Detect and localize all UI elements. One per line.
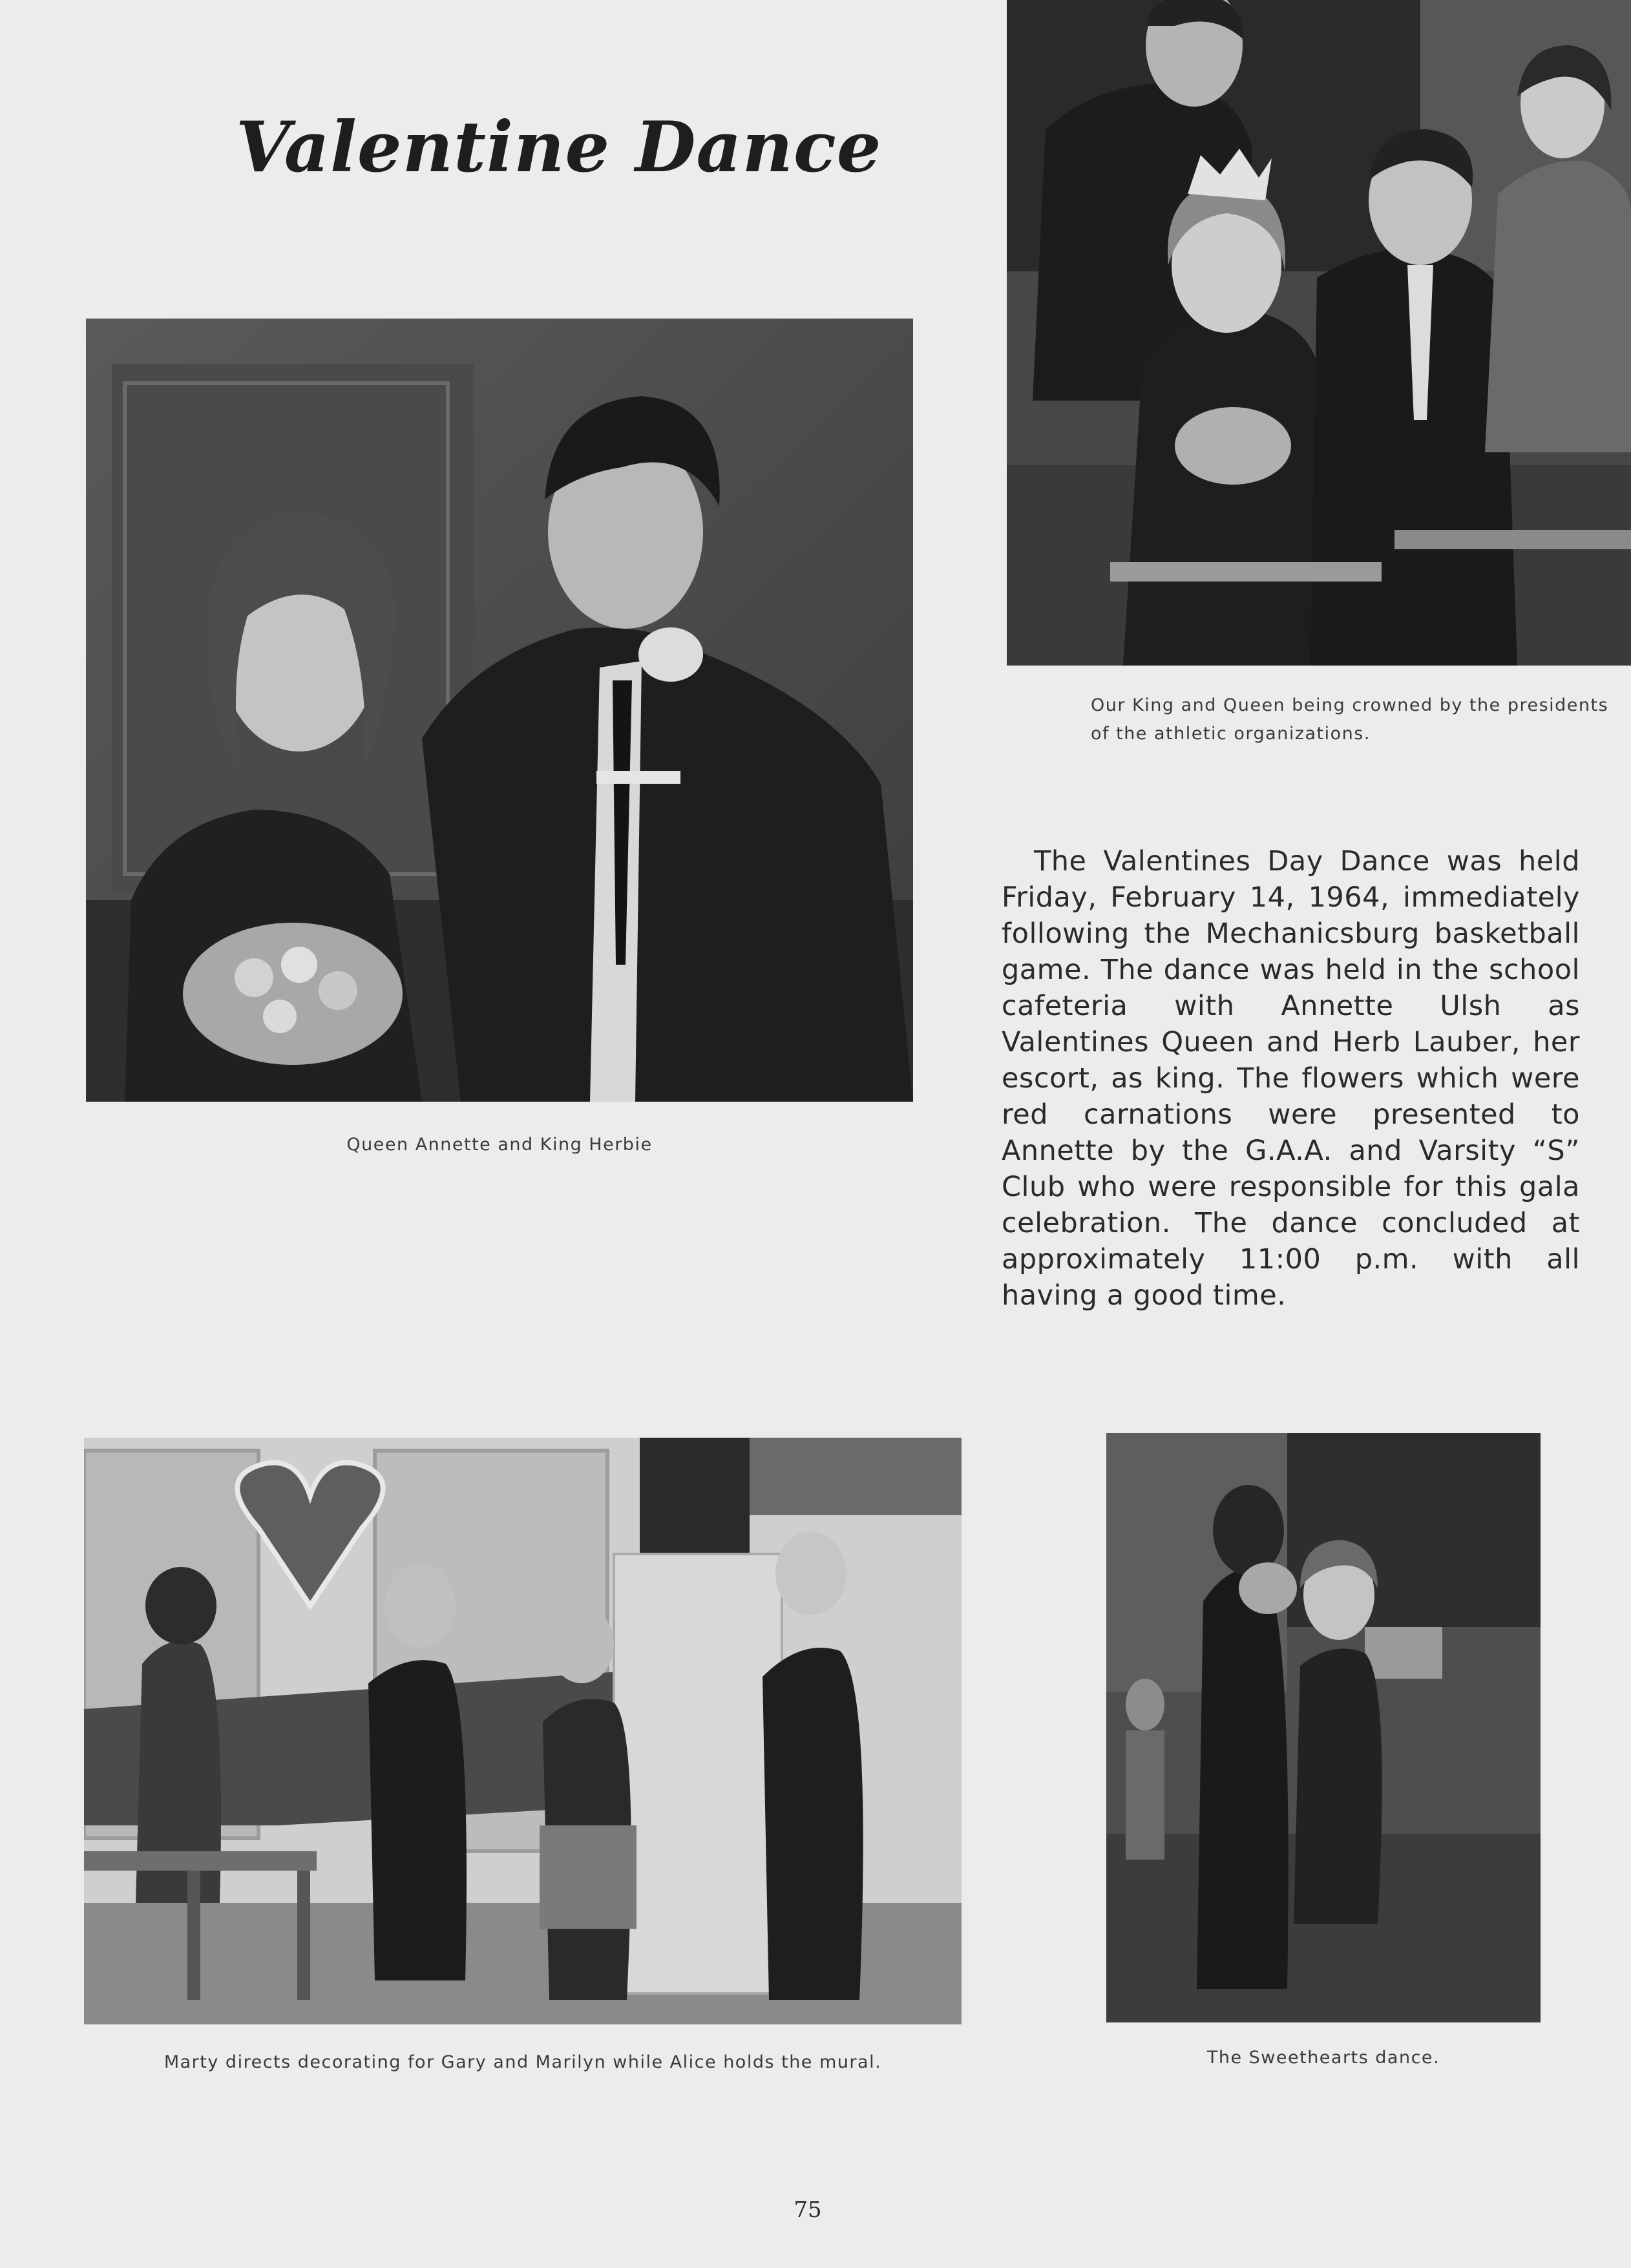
page-number: 75 (794, 2197, 822, 2223)
caption-king-and-queen: Queen Annette and King Herbie (346, 1135, 653, 1155)
caption-crowning: Our King and Queen being crowned by the presidents of the athletic organizations. (1091, 695, 1609, 744)
king-queen-photo-image (86, 319, 913, 1102)
sweethearts-photo-image (1106, 1433, 1541, 2022)
caption-decorating: Marty directs decorating for Gary and Marilyn while Alice holds the mural. (163, 2052, 882, 2072)
decorating-photo-image (84, 1438, 962, 2024)
photo-decorating (84, 1438, 962, 2024)
crowning-photo-image (1007, 0, 1631, 666)
page-title: Valentine Dance (236, 107, 882, 188)
article-text: The Valentines Day Dance was held Friday, February 14, 1964, immediately following the Mechanicsburg basketball game. The dance was held in the school cafeteria with Annette Ulsh as Valentines Queen and Herb Lauber, her escort, as king. The flowers which were red carnations were presented to Annette by the G.A.A. and Varsity “S” Club who were responsible for this gala celebration. The dance concluded at approximately 11:00 p.m. with all having a good time. (1002, 845, 1580, 1312)
photo-king-and-queen (86, 319, 913, 1102)
caption-sweethearts: The Sweethearts dance. (1206, 2048, 1440, 2068)
photo-crowning (1007, 0, 1631, 666)
photo-sweethearts (1106, 1433, 1541, 2022)
